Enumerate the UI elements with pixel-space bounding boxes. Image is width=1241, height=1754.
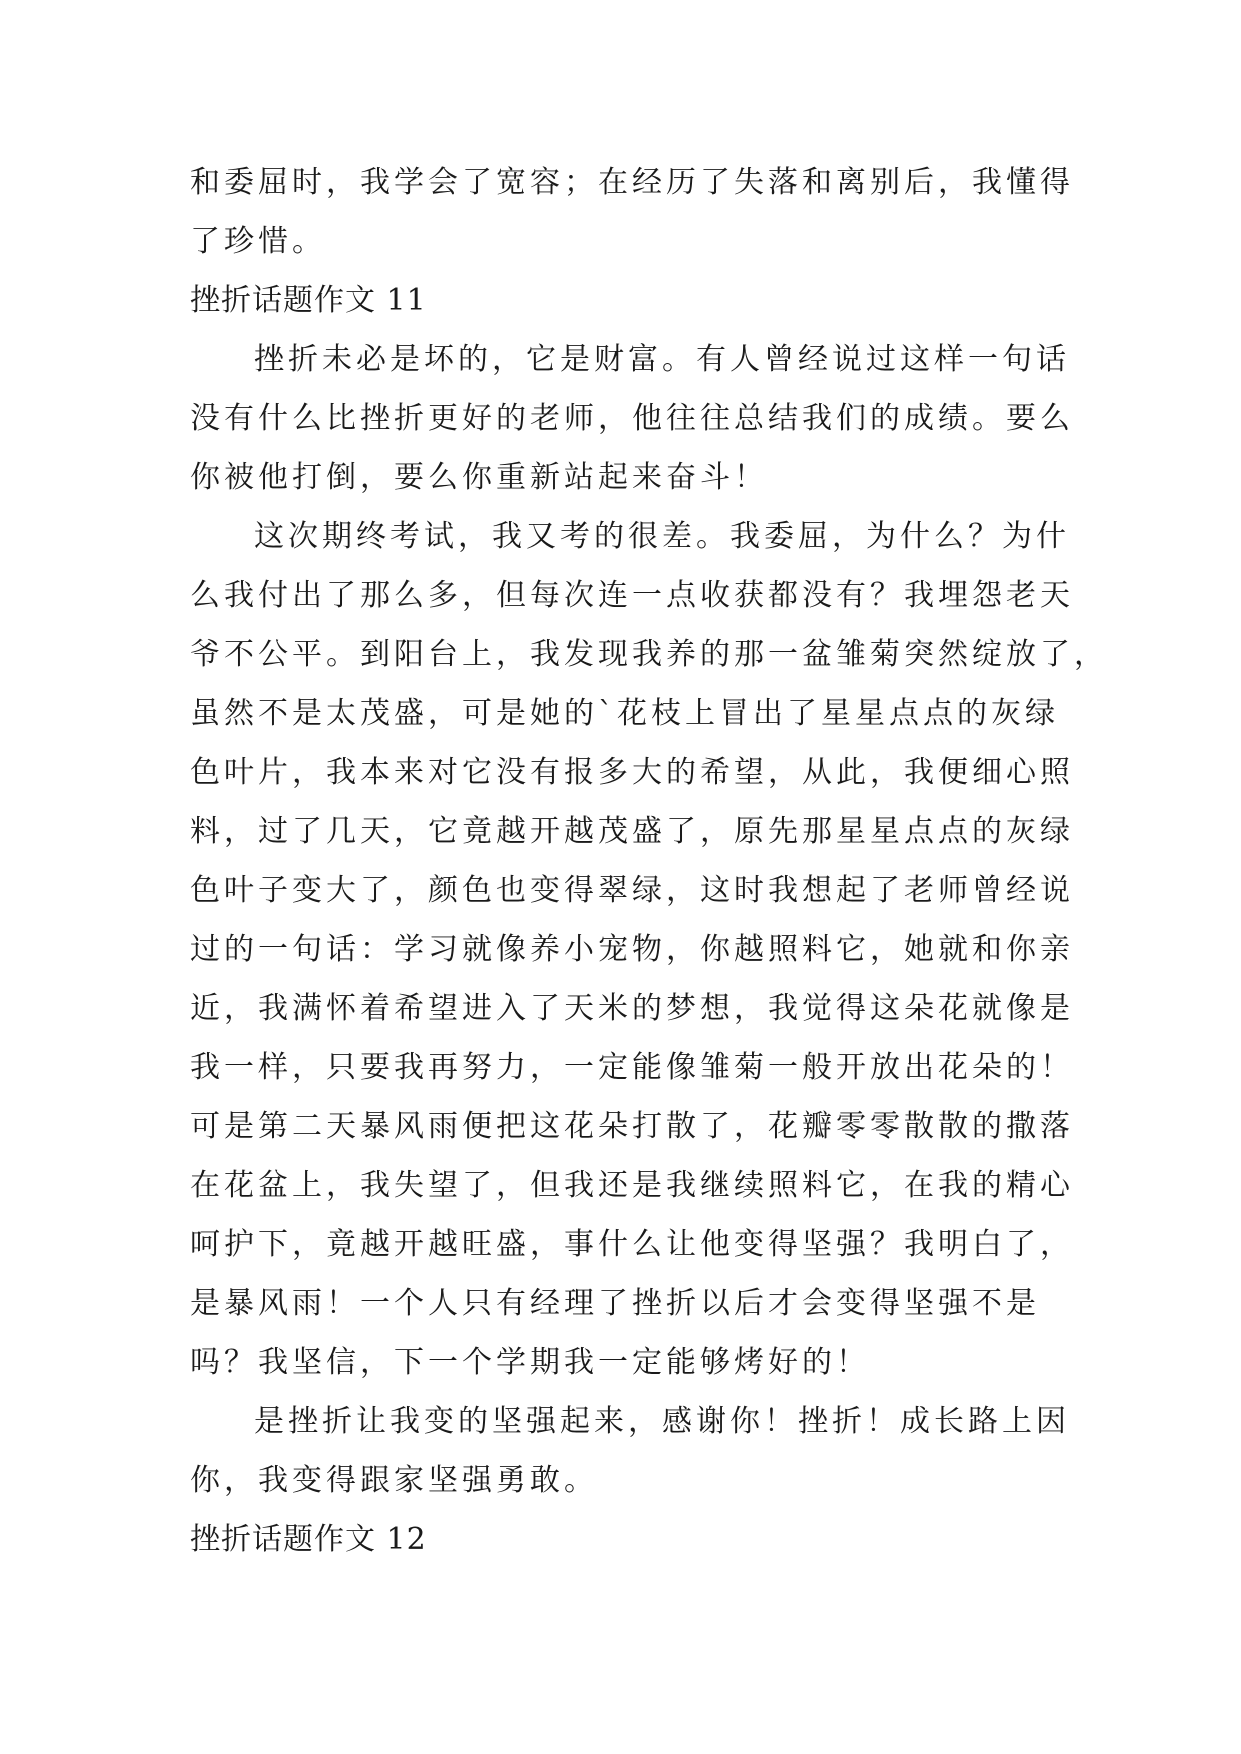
- text-line: 色叶片，我本来对它没有报多大的希望，从此，我便细心照: [190, 755, 1074, 790]
- text-line: 了珍惜。: [190, 224, 326, 259]
- text-line: 你被他打倒，要么你重新站起来奋斗！: [190, 460, 768, 495]
- text-line: 我一样，只要我再努力，一定能像雏菊一般开放出花朵的！: [190, 1050, 1074, 1085]
- text-line: 在花盆上，我失望了，但我还是我继续照料它，在我的精心: [190, 1168, 1074, 1203]
- essay-heading: 挫折话题作文 11: [190, 283, 427, 318]
- text-line: 是暴风雨！一个人只有经理了挫折以后才会变得坚强不是: [190, 1286, 1040, 1321]
- text-line: 吗？我坚信，下一个学期我一定能够烤好的！: [190, 1345, 870, 1380]
- text-line: 过的一句话：学习就像养小宠物，你越照料它，她就和你亲: [190, 932, 1074, 967]
- text-line: 色叶子变大了，颜色也变得翠绿，这时我想起了老师曾经说: [190, 873, 1074, 908]
- text-line: 挫折未必是坏的，它是财富。有人曾经说过这样一句话: [254, 342, 1070, 377]
- document-body: [190, 153, 1108, 1569]
- text-line: 料，过了几天，它竟越开越茂盛了，原先那星星点点的灰绿: [190, 814, 1074, 849]
- text-line: 爷不公平。到阳台上，我发现我养的那一盆雏菊突然绽放了，: [190, 637, 1108, 672]
- text-line: 可是第二天暴风雨便把这花朵打散了，花瓣零零散散的撒落: [190, 1109, 1074, 1144]
- text-line: 没有什么比挫折更好的老师，他往往总结我们的成绩。要么: [190, 401, 1074, 436]
- text-line: 是挫折让我变的坚强起来，感谢你！挫折！成长路上因: [254, 1404, 1070, 1439]
- text-line: 么我付出了那么多，但每次连一点收获都没有？我埋怨老天: [190, 578, 1074, 613]
- text-line: 和委屈时，我学会了宽容；在经历了失落和离别后，我懂得: [190, 165, 1074, 200]
- text-line: 近，我满怀着希望进入了天米的梦想，我觉得这朵花就像是: [190, 991, 1074, 1026]
- text-line: 呵护下，竟越开越旺盛，事什么让他变得坚强？我明白了，: [190, 1227, 1074, 1262]
- text-line: 虽然不是太茂盛，可是她的`花枝上冒出了星星点点的灰绿: [190, 696, 1059, 731]
- text-line: 这次期终考试，我又考的很差。我委屈，为什么？为什: [254, 519, 1070, 554]
- essay-heading: 挫折话题作文 12: [190, 1522, 427, 1557]
- text-line: 你，我变得跟家坚强勇敢。: [190, 1463, 598, 1498]
